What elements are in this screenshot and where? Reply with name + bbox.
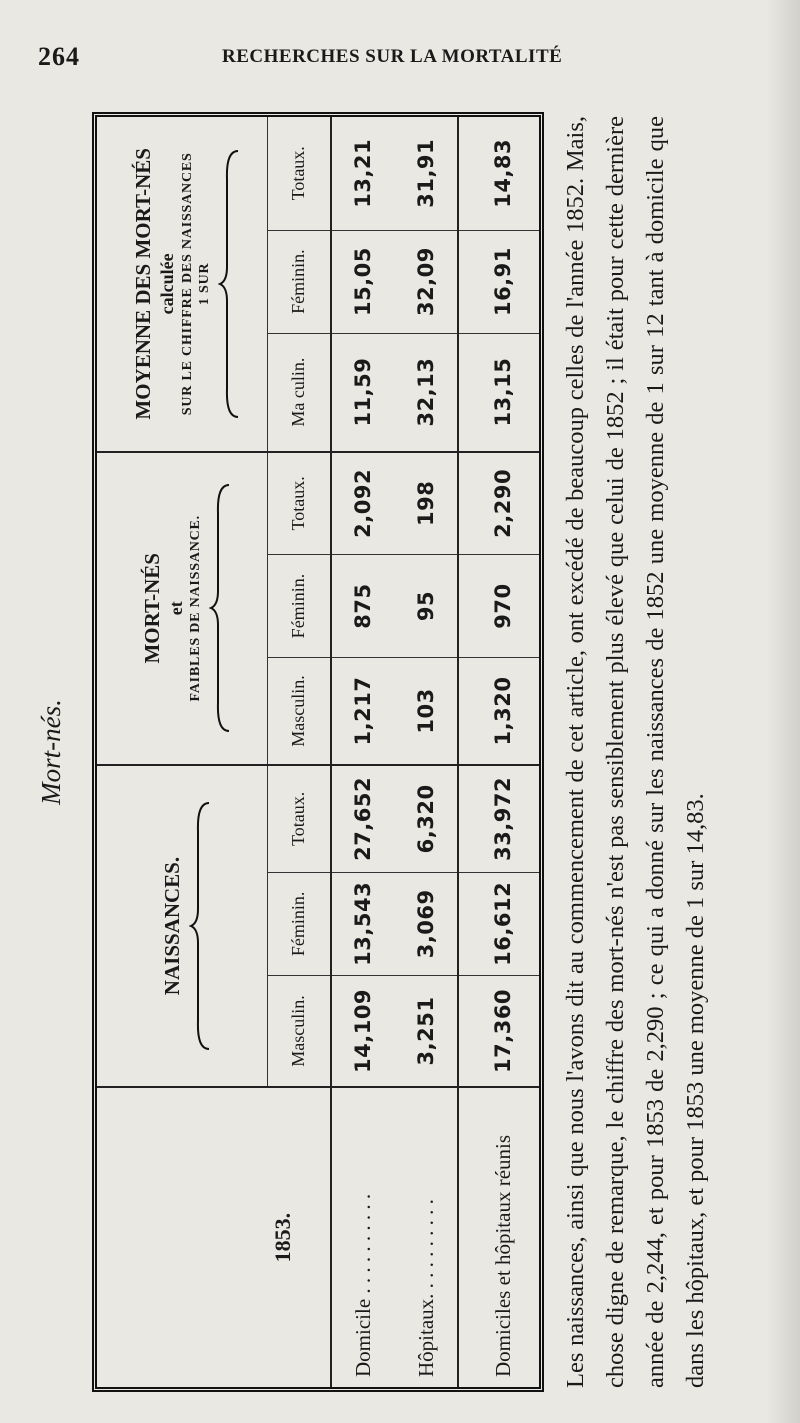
group-title: MOYENNE DES MORT-NÉS [130, 148, 155, 420]
table-cell: 13,543 [331, 872, 395, 975]
subheader-masculin: Masculin. [267, 975, 331, 1087]
subheader-totaux: Totaux. [267, 452, 331, 555]
page-number: 264 [38, 42, 80, 71]
table-cell: 6,320 [395, 765, 459, 872]
table-cell: 2,290 [458, 452, 539, 555]
table-cell: 27,652 [331, 765, 395, 872]
table-cell: 14,83 [458, 117, 539, 230]
table-cell: 11,59 [331, 333, 395, 452]
rotated-content [34, 112, 794, 1392]
table-cell: 33,972 [458, 765, 539, 872]
table-cell: 95 [395, 555, 459, 658]
group-subtitle-small: SUR LE CHIFFRE DES NAISSANCES [179, 152, 195, 416]
table-cell: 875 [331, 555, 395, 658]
row-label: Domicile . . . . . . . . . . [331, 1087, 395, 1387]
group-title: MORT-NÉS [139, 553, 164, 664]
table-cell: 1,320 [458, 658, 539, 765]
table-cell: 1,217 [331, 658, 395, 765]
table-cell: 198 [395, 452, 459, 555]
mortality-table [97, 117, 539, 1387]
table-cell: 13,15 [458, 333, 539, 452]
table-title: Mort-nés. [36, 699, 66, 805]
group-header-moyenne [97, 117, 267, 452]
table-cell: 16,91 [458, 230, 539, 333]
group-title: NAISSANCES. [159, 856, 184, 996]
group-title-extra: calculée [157, 253, 178, 315]
subheader-feminin: Féminin. [267, 230, 331, 333]
group-subtitle: 1 SUR [197, 262, 213, 306]
table-row [331, 117, 395, 1387]
table-cell: 32,13 [395, 333, 459, 452]
table-cell: 15,05 [331, 230, 395, 333]
body-text: Les naissances, ainsi que nous l'avons dit au commencement de cet article, ont excédé de beaucoup celles de l'année 1852. Mais, chose digne de remarque, le chiffre des mort-nés n'est pas sensiblement plus élevé que celui de 1852 ; il était pour cette dernière année de 2,244, et pour 1853 de 2,290 ; ce qui a donné sur les naissances de 1852 une moyenne de 1 sur 12 tant à domicile que dans les hôpitaux, et pour 1853 une moyenne de 1 sur 14,83. [562, 116, 709, 1388]
table-row-total [458, 117, 539, 1387]
table-cell: 3,251 [395, 975, 459, 1087]
table-cell: 3,069 [395, 872, 459, 975]
brace-icon [189, 801, 211, 1051]
table-cell: 2,092 [331, 452, 395, 555]
subheader-feminin: Féminin. [267, 872, 331, 975]
subheader-feminin: Féminin. [267, 555, 331, 658]
subheader-masculin: Masculin. [267, 658, 331, 765]
group-subtitle-small: FAIBLES DE NAISSANCE. [188, 515, 204, 702]
table-stub-header: 1853. [97, 1087, 331, 1387]
subheader-masculin: Ma culin. [267, 333, 331, 452]
row-label: Domiciles et hôpitaux réunis [458, 1087, 539, 1387]
table-row [395, 117, 459, 1387]
mortality-table-frame [92, 112, 544, 1392]
group-header-naissances [97, 765, 267, 1087]
group-title-extra: et [165, 601, 186, 616]
table-cell: 14,109 [331, 975, 395, 1087]
subheader-totaux: Totaux. [267, 765, 331, 872]
brace-icon [218, 149, 240, 419]
group-header-mort-nes [97, 452, 267, 765]
table-cell: 17,360 [458, 975, 539, 1087]
brace-icon [209, 483, 231, 733]
table-cell: 13,21 [351, 138, 376, 208]
table-cell: 970 [458, 555, 539, 658]
table-cell: 103 [395, 658, 459, 765]
table-cell: 16,612 [458, 872, 539, 975]
table-cell: 31,91 [414, 138, 438, 208]
subheader-totaux: Totaux. [267, 117, 331, 230]
table-cell: 32,09 [395, 230, 459, 333]
row-label: Hôpitaux. . . . . . . . . . [395, 1087, 459, 1387]
running-title: RECHERCHES SUR LA MORTALITÉ [222, 46, 563, 67]
body-paragraph [556, 116, 716, 1388]
